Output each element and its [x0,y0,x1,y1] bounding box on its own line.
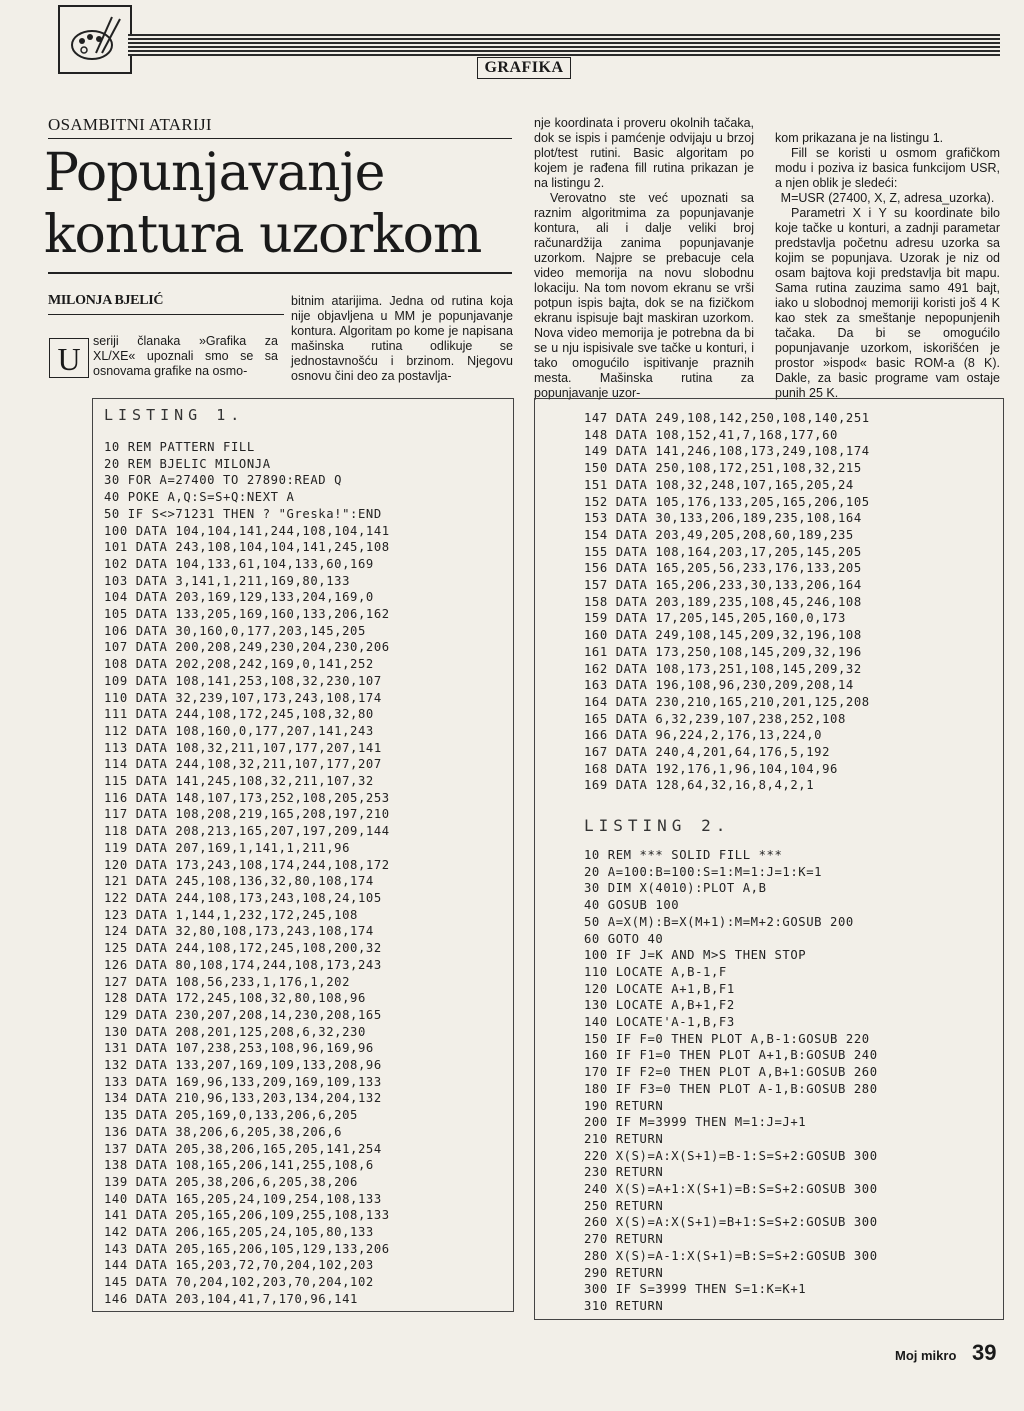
code-line: 270 RETURN [584,1232,664,1247]
code-line: 119 DATA 207,169,1,141,1,211,96 [104,840,351,855]
code-line: 143 DATA 205,165,206,105,129,133,206 [104,1241,390,1256]
intro-text-col2: bitnim atarijima. Jedna od rutina koja nije objavljena u MM je popunjavanje kontura. Algoritam po kome je napisana mašinska rutina odlikuje se jednostavnošću i brzinom. Njegovu osnovu čini deo za postavlja- [291,294,513,383]
code-line: 104 DATA 203,169,129,133,204,169,0 [104,590,374,605]
code-line: 240 X(S)=A+1:X(S+1)=B:S=S+2:GOSUB 300 [584,1182,878,1197]
code-line: 50 IF S<>71231 THEN ? "Greska!":END [104,506,382,521]
code-line: 162 DATA 108,173,251,108,145,209,32 [584,661,862,676]
code-line: 159 DATA 17,205,145,205,160,0,173 [584,611,846,626]
code-line: 250 RETURN [584,1198,664,1213]
body-paragraph: nje koordinata i proveru okolnih tačaka, dok se ispis i pamćenje odvijaju u brzoj plot/test rutini. Basic algoritam po kojem je rađena fill rutina prikazan je na listingu 2. [534,116,754,190]
code-line: 105 DATA 133,205,169,160,133,206,162 [104,607,390,622]
code-line: 151 DATA 108,32,248,107,165,205,24 [584,477,854,492]
code-line: 200 IF M=3999 THEN M=1:J=J+1 [584,1115,807,1130]
code-line: 115 DATA 141,245,108,32,211,107,32 [104,774,374,789]
code-line: 120 DATA 173,243,108,174,244,108,172 [104,857,390,872]
code-line: 147 DATA 249,108,142,250,108,140,251 [584,411,870,425]
kicker-rule [48,138,512,139]
code-line: 118 DATA 208,213,165,207,197,209,144 [104,824,390,839]
code-line: 152 DATA 105,176,133,205,165,206,105 [584,494,870,509]
code-line: 157 DATA 165,206,233,30,133,206,164 [584,578,862,593]
code-line: 146 DATA 203,104,41,7,170,96,141 [104,1291,358,1306]
code-line: 103 DATA 3,141,1,211,169,80,133 [104,573,351,588]
code-line: 149 DATA 141,246,108,173,249,108,174 [584,444,870,459]
code-line: 260 X(S)=A:X(S+1)=B+1:S=S+2:GOSUB 300 [584,1215,878,1230]
footer-magazine-name: Moj mikro [895,1348,957,1363]
code-line: 10 REM *** SOLID FILL *** [584,848,783,862]
code-line: 137 DATA 205,38,206,165,205,141,254 [104,1141,382,1156]
code-line: 123 DATA 1,144,1,232,172,245,108 [104,907,358,922]
body-paragraph: kom prikazana je na listingu 1. [775,131,944,145]
listing1-heading: LISTING 1. [104,406,245,424]
code-line: 126 DATA 80,108,174,244,108,173,243 [104,957,382,972]
code-line: 155 DATA 108,164,203,17,205,145,205 [584,544,862,559]
code-line: 230 RETURN [584,1165,664,1180]
code-line: 100 DATA 104,104,141,244,108,104,141 [104,523,390,538]
body-column-3 [534,116,754,401]
code-line: 170 IF F2=0 THEN PLOT A,B+1:GOSUB 260 [584,1065,878,1080]
body-paragraph: Verovatno ste već upoznati sa raznim algoritmima za popunjavanje kontura, ali i dalje veliki broj računardžija zanima popunjavanje uzorkom. Najpre se prebacuje cela video memorija na novu slobodnu lokaciju. Na tom novom ekranu se vrši potpun ispis bajta, dok se na fizičkom ekranu ispisuje bajt maskiran uzorkom. Nova video memorija je potrebna da bi se u nju ispisivale sve tačke u konturi, i tako omogućilo ispitivanje praznih mesta. Mašinska rutina za popunjavanje uzor- [534,191,754,400]
code-line: 100 IF J=K AND M>S THEN STOP [584,948,807,963]
code-line: 130 DATA 208,201,125,208,6,32,230 [104,1024,366,1039]
code-line: 160 IF F1=0 THEN PLOT A+1,B:GOSUB 240 [584,1048,878,1063]
code-line: 134 DATA 210,96,133,203,134,204,132 [104,1091,382,1106]
code-line: 50 A=X(M):B=X(M+1):M=M+2:GOSUB 200 [584,914,854,929]
code-line: 128 DATA 172,245,108,32,80,108,96 [104,991,366,1006]
code-line: 132 DATA 133,207,169,109,133,208,96 [104,1058,382,1073]
code-line: 290 RETURN [584,1265,664,1280]
code-line: 60 GOTO 40 [584,931,664,946]
code-line: 125 DATA 244,108,172,245,108,200,32 [104,941,382,956]
code-line: 190 RETURN [584,1098,664,1113]
code-line: 165 DATA 6,32,239,107,238,252,108 [584,711,846,726]
code-line: 144 DATA 165,203,72,70,204,102,203 [104,1258,374,1273]
code-line: 141 DATA 205,165,206,109,255,108,133 [104,1208,390,1223]
palette-brush-icon [66,13,124,67]
code-line: 102 DATA 104,133,61,104,133,60,169 [104,556,374,571]
code-line: 124 DATA 32,80,108,173,243,108,174 [104,924,374,939]
code-line: 164 DATA 230,210,165,210,201,125,208 [584,694,870,709]
code-line: 122 DATA 244,108,173,243,108,24,105 [104,890,382,905]
intro-text-col1: seriji članaka »Grafika za XL/XE« upoznali smo se sa osnovama grafike na osmo- [93,334,278,378]
code-line: 167 DATA 240,4,201,64,176,5,192 [584,745,831,760]
code-line: 40 GOSUB 100 [584,898,680,913]
listing2-code [584,847,878,1315]
code-line: 107 DATA 200,208,249,230,204,230,206 [104,640,390,655]
code-line: 129 DATA 230,207,208,14,230,208,165 [104,1007,382,1022]
body-paragraph: Fill se koristi u osmom grafičkom modu i poziva iz basica funkcijom USR, a njen oblik je sledeći: [775,146,1000,190]
code-line: 110 LOCATE A,B-1,F [584,964,727,979]
code-line: 300 IF S=3999 THEN S=1:K=K+1 [584,1282,807,1297]
code-line: 135 DATA 205,169,0,133,206,6,205 [104,1108,358,1123]
listing1-code [104,439,390,1308]
code-line: 127 DATA 108,56,233,1,176,1,202 [104,974,351,989]
code-line: 161 DATA 173,250,108,145,209,32,196 [584,644,862,659]
code-line: 220 X(S)=A:X(S+1)=B-1:S=S+2:GOSUB 300 [584,1148,878,1163]
code-line: 136 DATA 38,206,6,205,38,206,6 [104,1124,343,1139]
code-line: 111 DATA 244,108,172,245,108,32,80 [104,707,374,722]
code-line: 117 DATA 108,208,219,165,208,197,210 [104,807,390,822]
code-line: 168 DATA 192,176,1,96,104,104,96 [584,761,838,776]
code-line: 114 DATA 244,108,32,211,107,177,207 [104,757,382,772]
article-title-line2: kontura uzorkom [44,205,482,265]
code-line: 110 DATA 32,239,107,173,243,108,174 [104,690,382,705]
code-line: 158 DATA 203,189,235,108,45,246,108 [584,594,862,609]
code-line: 139 DATA 205,38,206,6,205,38,206 [104,1174,358,1189]
code-line: 113 DATA 108,32,211,107,177,207,141 [104,740,382,755]
code-line: 131 DATA 107,238,253,108,96,169,96 [104,1041,374,1056]
section-logo [58,5,132,74]
code-line: 112 DATA 108,160,0,177,207,141,243 [104,723,374,738]
code-line: 280 X(S)=A-1:X(S+1)=B:S=S+2:GOSUB 300 [584,1248,878,1263]
article-author: MILONJA BJELIĆ [48,293,164,308]
code-line: 140 LOCATE'A-1,B,F3 [584,1015,735,1030]
author-rule [48,314,284,315]
listing2-heading: LISTING 2. [584,816,731,835]
code-line: 106 DATA 30,160,0,177,203,145,205 [104,623,366,638]
code-line: 163 DATA 196,108,96,230,209,208,14 [584,678,854,693]
code-line: 133 DATA 169,96,133,209,169,109,133 [104,1074,382,1089]
code-line: 160 DATA 249,108,145,209,32,196,108 [584,628,862,643]
code-line: 138 DATA 108,165,206,141,255,108,6 [104,1158,374,1173]
code-line: 169 DATA 128,64,32,16,8,4,2,1 [584,778,815,793]
section-tag: GRAFIKA [477,57,571,79]
code-line: 30 DIM X(4010):PLOT A,B [584,881,767,896]
code-line: 120 LOCATE A+1,B,F1 [584,981,735,996]
code-line: 116 DATA 148,107,173,252,108,205,253 [104,790,390,805]
code-line: 121 DATA 245,108,136,32,80,108,174 [104,874,374,889]
code-line: 150 DATA 250,108,172,251,108,32,215 [584,461,862,476]
code-line: 108 DATA 202,208,242,169,0,141,252 [104,657,374,672]
drop-cap: U [49,338,89,378]
body-paragraph: Parametri X i Y su koordinate bilo koje tačke u konturi, a zadnji parametar predstavlja početnu adresu uzorka sa kojim se popunjava. Uzorak je niz od osam bajtova koji predstavlja bit mapu. Sama rutina zauzima samo 491 bajt, iako u slobodnoj memoriji koristi još 4 K kao stek za smeštanje nepopunjenih tačaka. Da bi se omogućilo popunjavanje uzorkom, iskorišćen je prostor »ispod« basic ROM-a (8 K). Dakle, za basic programe vam ostaje punih 25 K. [775,206,1000,400]
code-line: 153 DATA 30,133,206,189,235,108,164 [584,511,862,526]
title-rule [48,272,512,274]
code-line: 145 DATA 70,204,102,203,70,204,102 [104,1275,374,1290]
article-title-line1: Popunjavanje [44,143,385,203]
code-line: 156 DATA 165,205,56,233,176,133,205 [584,561,862,576]
code-line: 109 DATA 108,141,253,108,32,230,107 [104,673,382,688]
article-kicker: OSAMBITNI ATARIJI [48,115,212,134]
code-line: 150 IF F=0 THEN PLOT A,B-1:GOSUB 220 [584,1031,870,1046]
body-column-4 [775,131,1000,401]
code-line: 210 RETURN [584,1131,664,1146]
code-line: 148 DATA 108,152,41,7,168,177,60 [584,427,838,442]
code-line: 20 REM BJELIC MILONJA [104,456,271,471]
code-line: 180 IF F3=0 THEN PLOT A-1,B:GOSUB 280 [584,1081,878,1096]
code-line: 130 LOCATE A,B+1,F2 [584,998,735,1013]
code-line: 10 REM PATTERN FILL [104,440,255,454]
code-line: 154 DATA 203,49,205,208,60,189,235 [584,527,854,542]
code-line: 30 FOR A=27400 TO 27890:READ Q [104,473,343,488]
code-line: 310 RETURN [584,1298,664,1313]
code-line: 142 DATA 206,165,205,24,105,80,133 [104,1225,374,1240]
header-stripes [128,34,1000,56]
code-line: 166 DATA 96,224,2,176,13,224,0 [584,728,823,743]
code-line: 20 A=100:B=100:S=1:M=1:J=1:K=1 [584,864,823,879]
listing1-code-continued [584,410,870,794]
code-line: 40 POKE A,Q:S=S+Q:NEXT A [104,490,295,505]
code-line: 101 DATA 243,108,104,104,141,245,108 [104,540,390,555]
code-line: 140 DATA 165,205,24,109,254,108,133 [104,1191,382,1206]
usr-formula: M=USR (27400, X, Z, adresa_uzorka). [780,191,995,205]
footer-page-number: 39 [972,1340,997,1365]
